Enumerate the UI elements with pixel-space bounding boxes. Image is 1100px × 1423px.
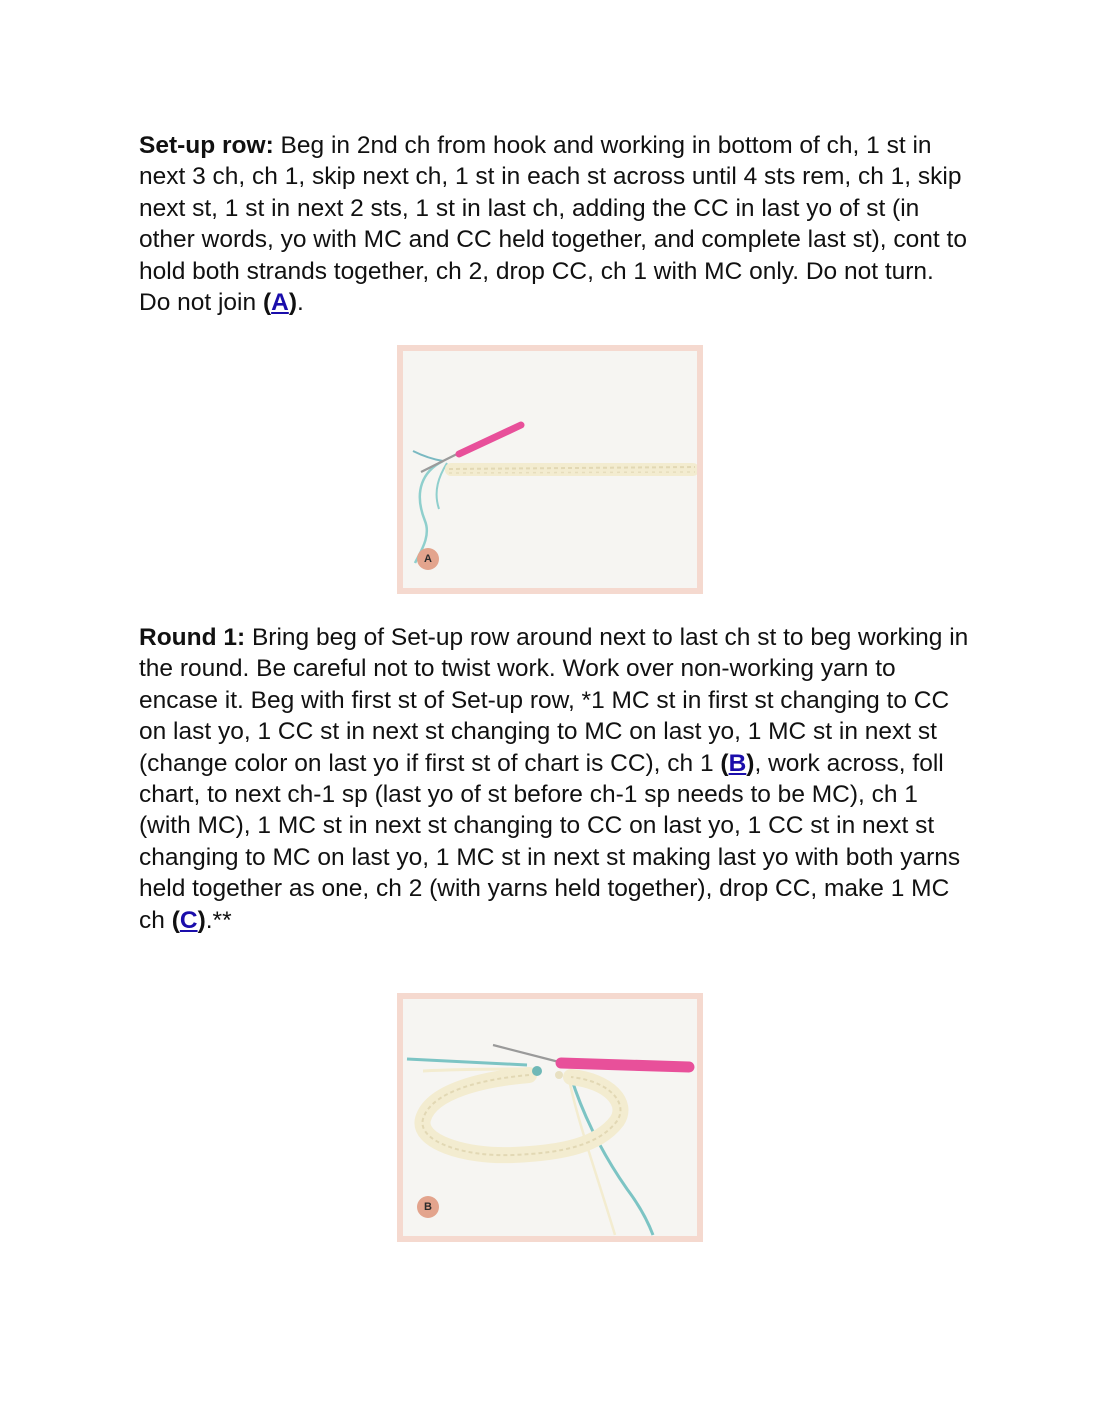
round-1-end: .** xyxy=(205,906,232,934)
photo-a-image xyxy=(403,351,697,588)
photo-a-link[interactable]: A xyxy=(271,289,289,317)
round-1-ref1-close: ) xyxy=(746,749,755,777)
setup-row-end: . xyxy=(296,289,304,317)
crochet-ring-illustration xyxy=(403,999,697,1236)
photo-c-link[interactable]: C xyxy=(179,906,198,934)
round-1-text-part-2: , work across, foll chart, to next ch-1 sp (last yo of st before ch-1 sp needs to be MC), ch 1 (with MC), 1 MC st in next st changing to CC on last yo, 1 CC st in next st changing to MC on last yo, 1 MC st in next st making last yo with both yarns held together as one, ch 2 (with yarns held together), drop CC, make 1 MC ch xyxy=(139,749,961,934)
crochet-chain-illustration xyxy=(403,351,697,588)
photo-b-figure xyxy=(397,993,703,1242)
round-1-text-part-1: Bring beg of Set-up row around next to last ch st to beg working in the round. Be careful not to twist work. Work over non-working yarn to encase it. Beg with first st of Set-up row, *1 MC st in first st changing to CC on last yo, 1 CC st in next st changing to MC on last yo, 1 MC st in next st (change color on last yo if first st of chart is CC), ch 1 xyxy=(139,624,969,777)
photo-b-badge: B xyxy=(417,1196,439,1218)
setup-row-heading: Set-up row: xyxy=(139,132,274,159)
round-1-ref1-open: ( xyxy=(720,749,729,777)
photo-b-image xyxy=(403,999,697,1236)
round-1-ref2-close: ) xyxy=(197,906,206,934)
round-1-ref2-open: ( xyxy=(171,906,180,934)
photo-b-link[interactable]: B xyxy=(728,749,747,777)
round-1-paragraph xyxy=(139,622,969,936)
photo-a-figure xyxy=(397,345,703,594)
setup-row-paragraph xyxy=(139,130,969,318)
round-1-heading: Round 1: xyxy=(139,624,246,651)
setup-ref-close: ) xyxy=(288,289,297,317)
setup-row-text: Beg in 2nd ch from hook and working in bottom of ch, 1 st in next 3 ch, ch 1, skip next ch, 1 st in each st across until 4 sts rem, ch 1, skip next st, 1 st in next 2 sts, 1 st in last ch, adding the CC in last yo of st (in other words, yo with MC and CC held together, and complete last st), cont to hold both strands together, ch 2, drop CC, ch 1 with MC only. Do not turn. Do not join xyxy=(139,132,967,317)
photo-a-badge: A xyxy=(417,548,439,570)
setup-ref-open: ( xyxy=(262,289,272,317)
